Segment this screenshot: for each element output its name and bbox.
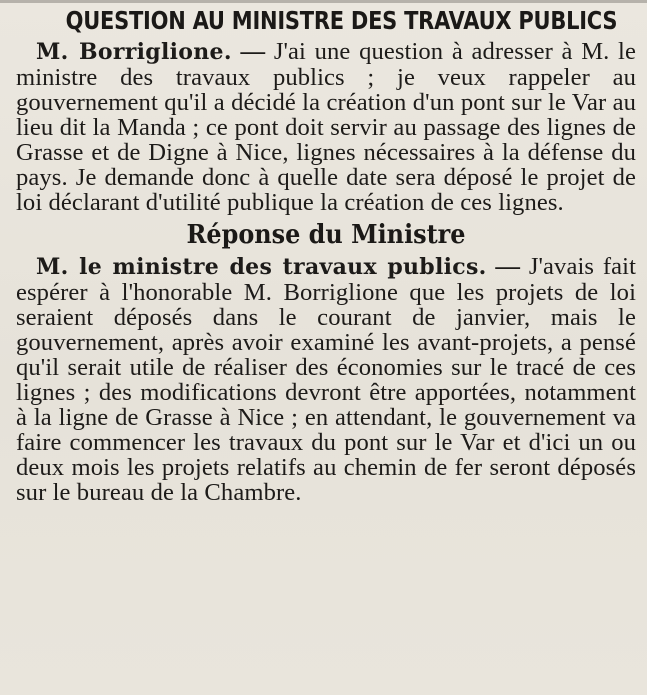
question-speaker: M. Borriglione. (36, 39, 232, 65)
answer-separator: — (486, 253, 529, 280)
answer-text: J'avais fait espérer à l'honorable M. Borriglione que les projets de loi seraient déposés dans le courant de janvier, mais le gouvernement, après avoir examiné les avant-projets, a pensé qu'il serait utile de réaliser des économies sur le tracé de ces lignes ; des modifications devront être apportées, notamment à la ligne de Grasse à Nice ; en attendant, le gouvernement va faire commencer les travaux du pont sur le Var et d'ici un ou deux mois les projets relatifs au chemin de fer seront déposés sur le bureau de la Chambre. (16, 253, 637, 506)
section-title: QUESTION AU MINISTRE DES TRAVAUX PUBLICS (65, 6, 618, 35)
question-text: J'ai une question à adresser à M. le ministre des travaux publics ; je veux rappeler au gouvernement qu'il a décidé la création d'un pont sur le Var au lieu dit la Manda ; ce pont doit servir au passage des lignes de Grasse et de Digne à Nice, lignes nécessaires à la défense du pays. Je demande donc à quelle date sera déposé le projet de loi déclarant d'utilité publique la création de ces lignes. (16, 38, 637, 216)
answer-paragraph (16, 254, 636, 505)
article (16, 3, 636, 505)
answer-speaker: M. le ministre des travaux publics. (36, 254, 487, 280)
reply-title: Réponse du Ministre (186, 220, 466, 250)
question-separator: — (231, 38, 274, 65)
question-paragraph (16, 39, 636, 215)
